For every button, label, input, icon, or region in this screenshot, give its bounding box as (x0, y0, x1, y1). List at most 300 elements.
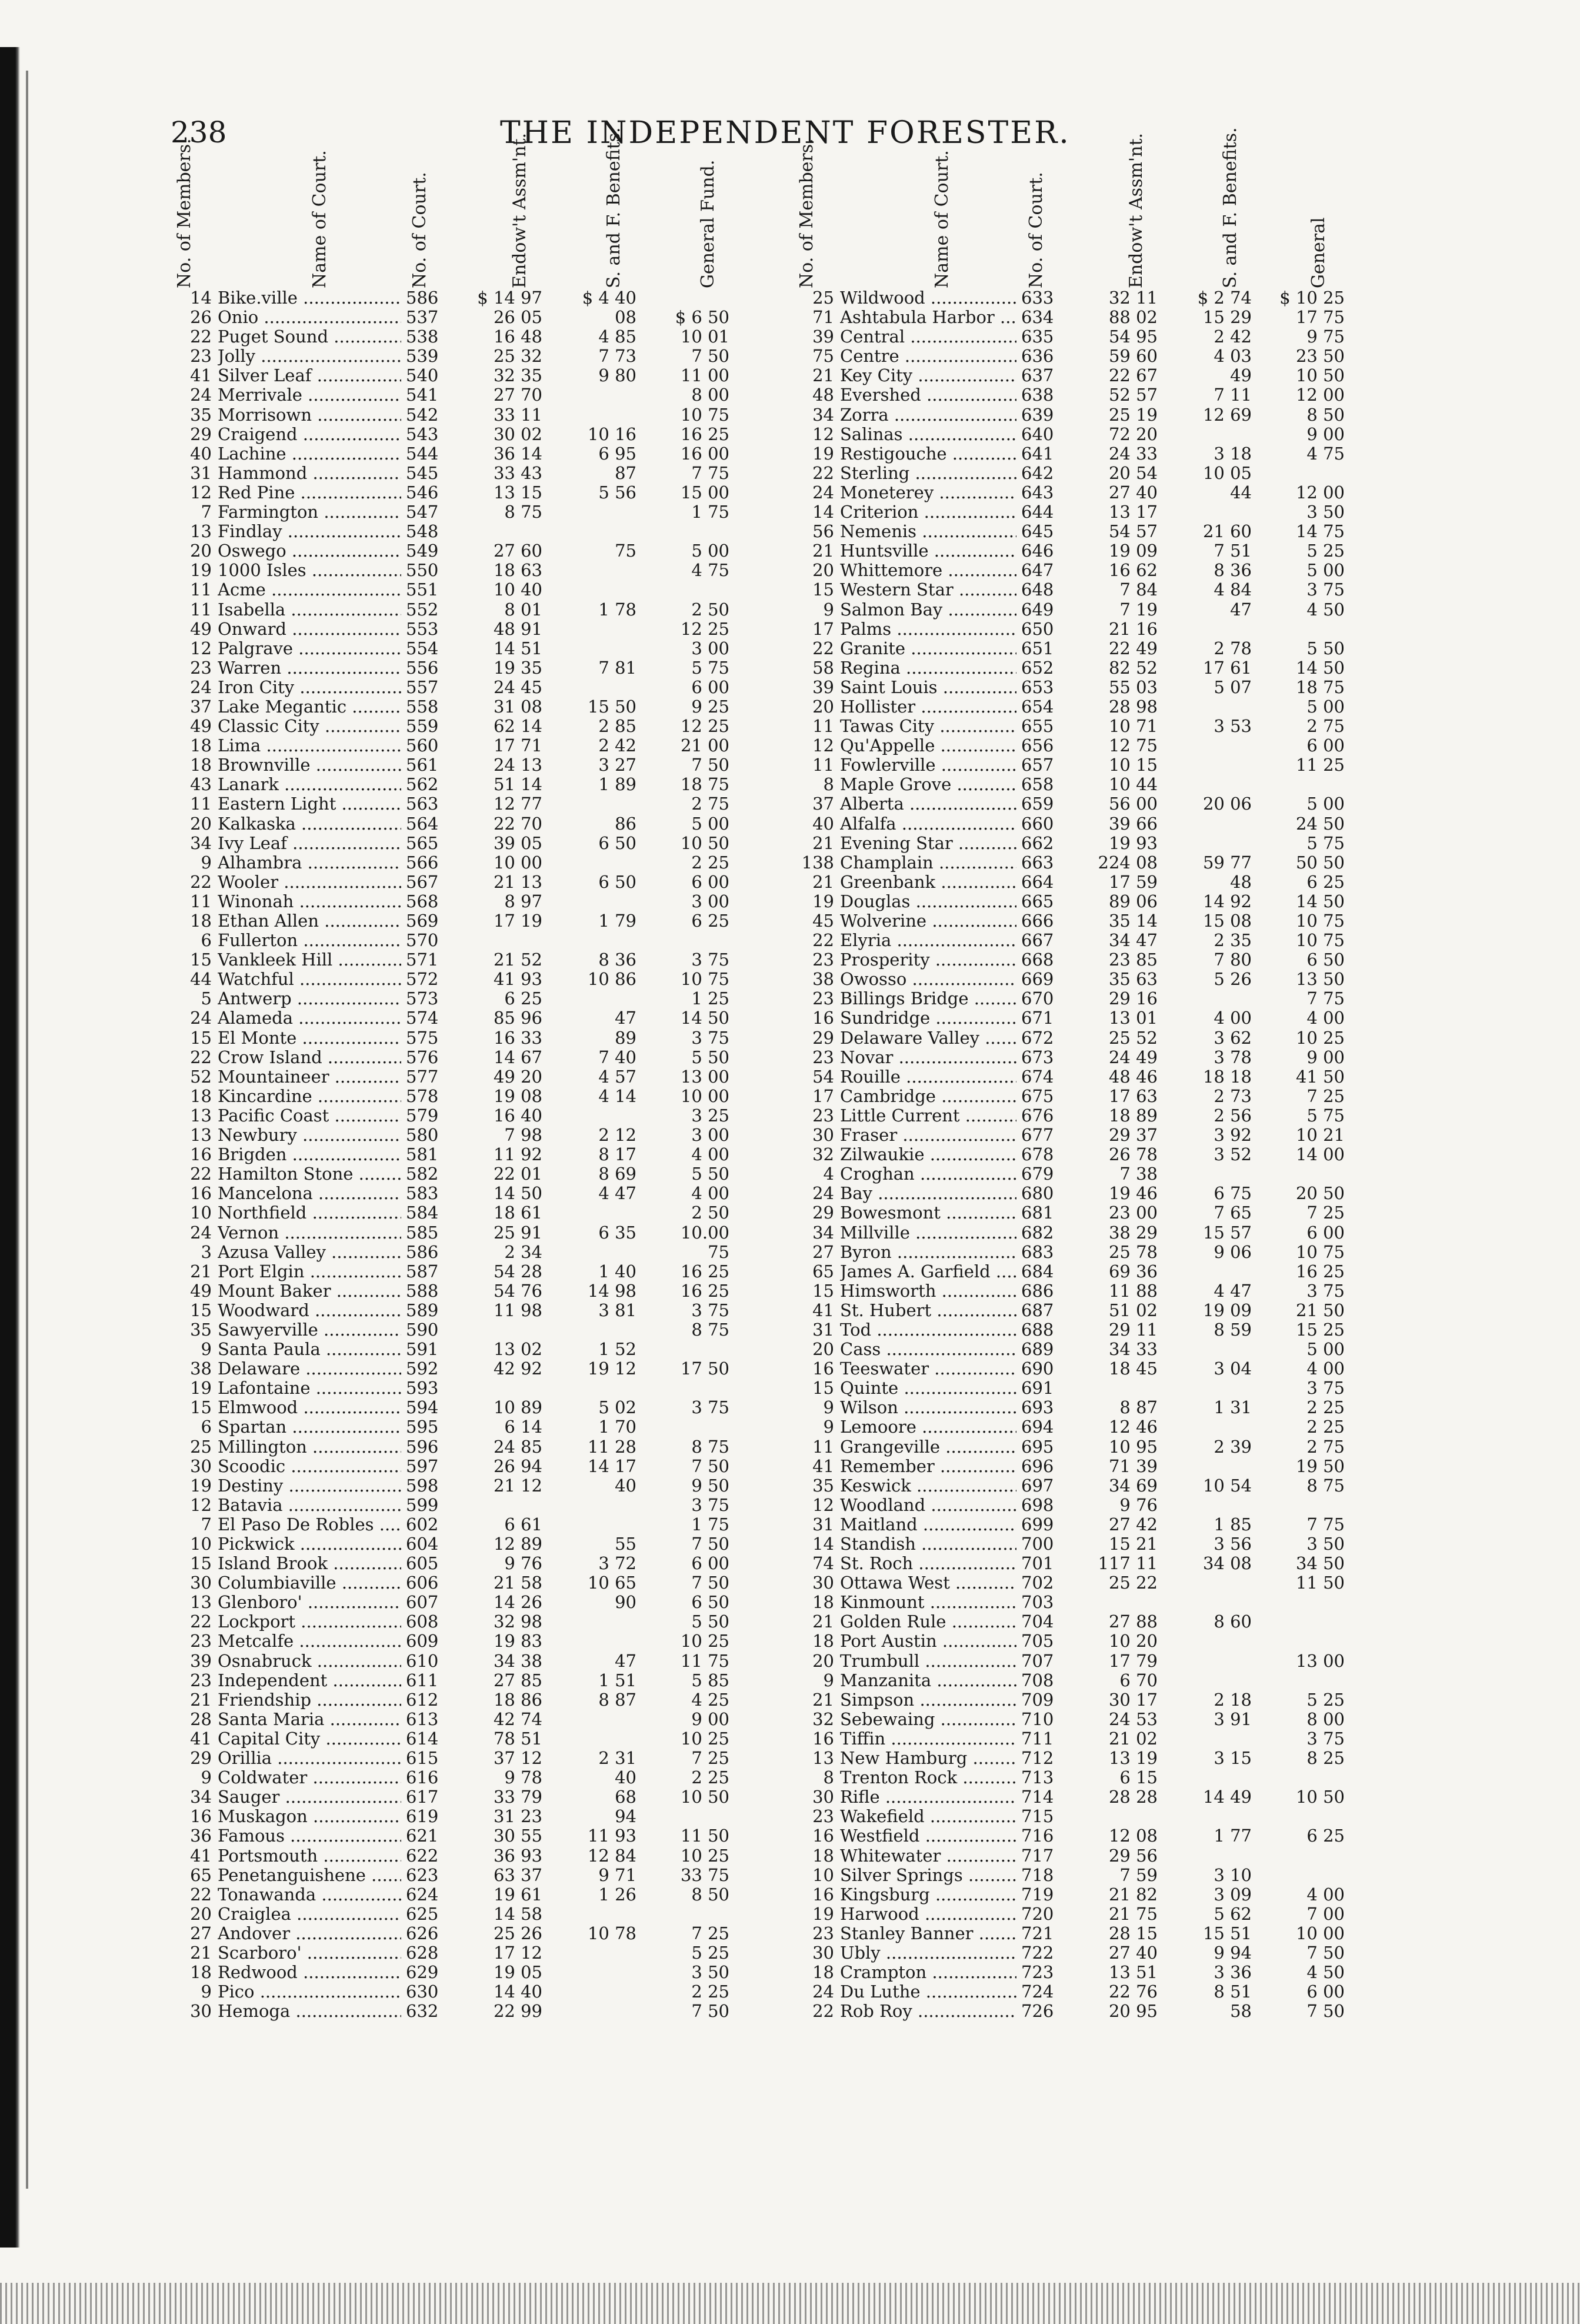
cell-sf-benefits (1168, 1164, 1262, 1184)
cell-general-fund: 3 75 (691, 1494, 729, 1515)
cell-general-fund: 4 50 (1306, 599, 1345, 620)
cell-general-fund (1262, 1846, 1345, 1866)
cell-endowment: 29 11 (1108, 1319, 1158, 1340)
cell-court-name: Port Austin ..... (840, 1632, 1016, 1651)
cell-endowment (459, 931, 553, 950)
cell-endowment: 12 77 (493, 794, 542, 814)
cell-court-number: 638 (1021, 385, 1054, 405)
cell-court-number: 634 (1021, 307, 1054, 328)
cell-general-fund (647, 1807, 729, 1826)
cell-court-name: Qu'Appelle ..... (840, 736, 1016, 755)
cell-court-number: 653 (1021, 677, 1054, 697)
cell-court-name: Capital City ..... (218, 1729, 401, 1749)
table-row (793, 425, 1345, 444)
table-row (171, 1515, 729, 1534)
cell-members: 20 (812, 1650, 834, 1671)
cell-court-number: 592 (406, 1359, 439, 1379)
cell-general-fund: 7 50 (691, 1456, 729, 1476)
cell-endowment: 6 25 (504, 988, 542, 1009)
cell-members: 25 (190, 1436, 212, 1457)
cell-court-number: 724 (1021, 1982, 1054, 2002)
cell-general-fund: 2 25 (1306, 1417, 1345, 1437)
cell-court-number: 557 (406, 677, 439, 697)
cell-members: 3 (201, 1241, 212, 1262)
cell-members: 5 (201, 988, 212, 1009)
cell-court-name: Metcalfe ..... (218, 1632, 401, 1651)
cell-sf-benefits: 15 08 (1202, 911, 1252, 931)
cell-court-number: 552 (406, 599, 439, 620)
cell-endowment: 10 44 (1108, 774, 1158, 795)
cell-endowment: 19 46 (1108, 1183, 1158, 1204)
cell-court-name: Zorra ..... (840, 405, 1016, 425)
cell-members: 9 (201, 1339, 212, 1360)
cell-general-fund: 5 25 (1306, 1689, 1345, 1710)
cell-members: 34 (190, 833, 212, 853)
cell-court-name: Golden Rule ..... (840, 1612, 1016, 1632)
cell-court-name: Greenbank ..... (840, 873, 1016, 892)
cell-general-fund: 3 75 (1306, 1728, 1345, 1749)
cell-sf-benefits: 7 51 (1214, 541, 1252, 561)
cell-members: 32 (812, 1144, 834, 1165)
cell-endowment: 11 98 (493, 1300, 542, 1320)
cell-endowment: 19 35 (493, 657, 542, 678)
cell-members: 40 (812, 813, 834, 834)
cell-court-number: 686 (1021, 1280, 1054, 1301)
cell-general-fund: 2 50 (691, 1203, 729, 1223)
cell-sf-benefits: 5 56 (598, 482, 636, 502)
cell-general-fund: 14 75 (1295, 521, 1345, 542)
cell-court-number: 699 (1021, 1514, 1054, 1534)
cell-court-number: 561 (406, 755, 439, 775)
cell-court-name: Mancelona ..... (218, 1184, 401, 1203)
cell-endowment: 24 33 (1108, 443, 1158, 464)
cell-endowment: 14 58 (493, 1903, 542, 1924)
cell-members: 16 (190, 1183, 212, 1204)
cell-general-fund: 12 00 (1295, 385, 1345, 405)
cell-general-fund (1262, 1612, 1345, 1632)
cell-sf-benefits: 19 09 (1202, 1300, 1252, 1320)
cell-court-name: Little Current ..... (840, 1106, 1016, 1126)
table-row (171, 2002, 729, 2021)
cell-court-name: Sawyerville ..... (218, 1320, 401, 1340)
cell-court-name: Maitland ..... (840, 1515, 1016, 1534)
table-row (171, 950, 729, 970)
cell-court-number: 660 (1021, 813, 1054, 834)
cell-sf-benefits: 5 62 (1214, 1903, 1252, 1924)
cell-general-fund (1262, 1671, 1345, 1690)
cell-general-fund: 5 00 (1306, 696, 1345, 717)
cell-members: 19 (812, 1903, 834, 1924)
cell-members: 10 (190, 1534, 212, 1554)
cell-court-name: Douglas ..... (840, 892, 1016, 911)
cell-sf-benefits: $ 4 40 (582, 288, 636, 308)
cell-general-fund: 3 25 (691, 1105, 729, 1126)
table-row (171, 1184, 729, 1203)
cell-general-fund: 5 00 (691, 541, 729, 561)
cell-court-name: Santa Maria ..... (218, 1710, 401, 1729)
cell-members: 22 (812, 2001, 834, 2022)
cell-members: 14 (812, 502, 834, 522)
col-header-members-right: No. of Members. (796, 138, 817, 288)
cell-court-number: 678 (1021, 1144, 1054, 1165)
cell-sf-benefits (1168, 1417, 1262, 1437)
cell-sf-benefits: 40 (615, 1767, 636, 1788)
cell-endowment: 24 13 (493, 755, 542, 775)
cell-court-number: 655 (1021, 716, 1054, 737)
cell-endowment: 7 59 (1119, 1864, 1158, 1885)
cell-sf-benefits (553, 989, 647, 1008)
table-row (171, 1243, 729, 1262)
cell-members: 21 (190, 1261, 212, 1281)
cell-court-number: 701 (1021, 1553, 1054, 1574)
cell-general-fund (1262, 1496, 1345, 1515)
cell-court-number: 559 (406, 716, 439, 737)
table-row (171, 1203, 729, 1223)
cell-court-number: 568 (406, 891, 439, 911)
cell-sf-benefits (1168, 1768, 1262, 1787)
table-row (171, 1905, 729, 1924)
cell-court-number: 599 (406, 1494, 439, 1515)
cell-sf-benefits (1168, 502, 1262, 522)
cell-general-fund: 5 50 (1306, 638, 1345, 658)
cell-court-name: Delaware ..... (218, 1359, 401, 1379)
cell-endowment: 27 60 (493, 541, 542, 561)
cell-sf-benefits (1168, 697, 1262, 717)
table-row (171, 911, 729, 931)
cell-court-name: Sauger ..... (218, 1787, 401, 1807)
cell-sf-benefits (553, 620, 647, 639)
cell-court-name: Lachine ..... (218, 444, 401, 464)
cell-sf-benefits (1168, 1846, 1262, 1866)
cell-members: 75 (812, 346, 834, 367)
cell-court-name: Muskagon ..... (218, 1807, 401, 1826)
cell-members: 41 (190, 1728, 212, 1749)
cell-members: 21 (812, 871, 834, 892)
cell-court-number: 711 (1021, 1728, 1054, 1749)
cell-court-number: 683 (1021, 1241, 1054, 1262)
cell-sf-benefits: 2 12 (598, 1125, 636, 1146)
cell-sf-benefits: 9 06 (1214, 1241, 1252, 1262)
table-row (171, 620, 729, 639)
cell-members: 16 (812, 1008, 834, 1028)
cell-court-number: 549 (406, 541, 439, 561)
cell-sf-benefits (1168, 814, 1262, 834)
table-row (171, 464, 729, 483)
cell-endowment: 25 91 (493, 1222, 542, 1243)
cell-general-fund: 3 75 (691, 1397, 729, 1418)
cell-endowment: 13 01 (1108, 1008, 1158, 1028)
cell-court-number: 554 (406, 638, 439, 658)
table-row (171, 1768, 729, 1787)
cell-endowment: 24 49 (1108, 1047, 1158, 1067)
cell-general-fund: 17 75 (1295, 307, 1345, 328)
cell-members: 39 (190, 1650, 212, 1671)
cell-endowment: 85 96 (493, 1008, 542, 1028)
table-row (793, 502, 1345, 522)
cell-general-fund: 23 50 (1295, 346, 1345, 367)
cell-sf-benefits: 40 (615, 1475, 636, 1496)
cell-endowment: 62 14 (493, 716, 542, 737)
table-row (171, 1048, 729, 1067)
col-header-general-fund: General Fund. (698, 159, 718, 288)
cell-general-fund: 16 00 (680, 443, 729, 464)
table-row (793, 308, 1345, 327)
cell-general-fund: 2 75 (1306, 1436, 1345, 1457)
cell-endowment: 89 06 (1108, 891, 1158, 911)
table-row (793, 1379, 1345, 1398)
table-row (171, 1457, 729, 1476)
cell-court-number: 609 (406, 1631, 439, 1652)
cell-court-number: 593 (406, 1378, 439, 1399)
cell-court-number: 538 (406, 327, 439, 347)
cell-endowment: 14 67 (493, 1047, 542, 1067)
cell-members: 11 (190, 794, 212, 814)
cell-endowment: 22 67 (1108, 365, 1158, 386)
cell-endowment: 22 99 (493, 2001, 542, 2022)
cell-members: 16 (812, 1728, 834, 1749)
cell-sf-benefits: 10 78 (587, 1923, 636, 1943)
cell-court-name: New Hamburg ..... (840, 1749, 1016, 1768)
binding-shadow (26, 71, 28, 2189)
table-row (171, 736, 729, 755)
cell-court-number: 598 (406, 1475, 439, 1496)
cell-endowment: 21 82 (1108, 1884, 1158, 1905)
cell-court-number: 679 (1021, 1164, 1054, 1184)
cell-members: 15 (190, 1553, 212, 1574)
table-row (171, 1008, 729, 1028)
cell-general-fund: 21 00 (680, 735, 729, 756)
table-row (793, 989, 1345, 1008)
cell-general-fund: 8 75 (691, 1436, 729, 1457)
table-row (171, 1126, 729, 1145)
cell-court-name: Central ..... (840, 327, 1016, 347)
cell-sf-benefits: 2 78 (1214, 638, 1252, 658)
cell-court-name: Farmington ..... (218, 502, 401, 522)
cell-sf-benefits (1168, 1457, 1262, 1476)
cell-court-number: 641 (1021, 443, 1054, 464)
cell-general-fund: 3 75 (1306, 1378, 1345, 1399)
cell-court-number: 602 (406, 1514, 439, 1534)
cell-endowment (1074, 1379, 1168, 1398)
cell-court-name: Westfield ..... (840, 1826, 1016, 1846)
cell-members: 23 (812, 950, 834, 970)
cell-sf-benefits: 7 80 (1214, 950, 1252, 970)
cell-general-fund: 11 25 (1295, 755, 1345, 775)
table-row (171, 483, 729, 502)
cell-general-fund: 7 25 (1306, 1203, 1345, 1223)
cell-members: 22 (190, 1047, 212, 1067)
table-row (793, 1028, 1345, 1048)
cell-general-fund: 7 25 (1306, 1086, 1345, 1106)
table-row (171, 405, 729, 425)
cell-sf-benefits: 2 18 (1214, 1689, 1252, 1710)
table-row (171, 931, 729, 950)
cell-general-fund: 5 00 (1306, 560, 1345, 581)
cell-general-fund: 33 75 (680, 1864, 729, 1885)
cell-court-number: 607 (406, 1592, 439, 1613)
cell-sf-benefits (553, 385, 647, 405)
cell-sf-benefits: 1 51 (598, 1670, 636, 1690)
cell-court-number: 673 (1021, 1047, 1054, 1067)
cell-sf-benefits: 15 29 (1202, 307, 1252, 328)
cell-members: 30 (190, 1456, 212, 1476)
cell-sf-benefits: 3 04 (1214, 1359, 1252, 1379)
cell-court-name: Batavia ..... (218, 1496, 401, 1515)
cell-court-number: 709 (1021, 1689, 1054, 1710)
cell-sf-benefits: 3 27 (598, 755, 636, 775)
cell-general-fund: 8 00 (1306, 1709, 1345, 1729)
cell-endowment: 34 47 (1108, 930, 1158, 951)
cell-sf-benefits: 17 61 (1202, 657, 1252, 678)
cell-court-number: 617 (406, 1787, 439, 1807)
table-row (171, 1301, 729, 1320)
table-row (793, 1417, 1345, 1437)
cell-court-number: 680 (1021, 1183, 1054, 1204)
cell-endowment: 25 26 (493, 1923, 542, 1943)
cell-general-fund: 6 25 (1306, 1826, 1345, 1846)
cell-sf-benefits: 1 85 (1214, 1514, 1252, 1534)
table-row (793, 1515, 1345, 1534)
table-row (171, 1145, 729, 1164)
table-row (793, 1243, 1345, 1262)
cell-endowment: 20 54 (1108, 462, 1158, 483)
cell-court-number: 566 (406, 852, 439, 873)
cell-endowment: 24 45 (493, 677, 542, 697)
right-table (793, 127, 1345, 2022)
cell-sf-benefits (1168, 1573, 1262, 1593)
cell-court-name: Grangeville ..... (840, 1437, 1016, 1457)
cell-sf-benefits (553, 522, 647, 541)
cell-general-fund (1262, 1593, 1345, 1612)
cell-court-name: Tod ..... (840, 1320, 1016, 1340)
cell-general-fund: 2 50 (691, 599, 729, 620)
cell-members: 9 (823, 599, 834, 620)
cell-sf-benefits: 1 89 (598, 774, 636, 795)
cell-endowment: 32 98 (493, 1612, 542, 1632)
cell-sf-benefits: 7 81 (598, 657, 636, 678)
table-row (793, 1593, 1345, 1612)
cell-sf-benefits: 6 75 (1214, 1183, 1252, 1204)
cell-court-name: Mountaineer ..... (218, 1067, 401, 1087)
cell-endowment: 14 50 (493, 1183, 542, 1204)
cell-endowment (459, 1379, 553, 1398)
cell-general-fund: 7 25 (691, 1923, 729, 1943)
cell-general-fund: 4 00 (691, 1144, 729, 1165)
cell-court-name: Northfield ..... (218, 1203, 401, 1223)
cell-endowment: 48 46 (1108, 1066, 1158, 1087)
cell-court-name: Onward ..... (218, 620, 401, 639)
cell-court-name: Santa Paula ..... (218, 1340, 401, 1359)
cell-endowment: 25 22 (1108, 1573, 1158, 1593)
table-row (793, 600, 1345, 620)
cell-general-fund: 41 50 (1295, 1066, 1345, 1087)
cell-sf-benefits (1168, 1729, 1262, 1749)
cell-endowment: 49 20 (493, 1066, 542, 1087)
cell-members: 16 (812, 1359, 834, 1379)
cell-general-fund: 5 85 (691, 1670, 729, 1690)
table-row (793, 1826, 1345, 1846)
col-header-members: No. of Members. (174, 138, 195, 288)
cell-endowment: 22 49 (1108, 638, 1158, 658)
cell-sf-benefits: 1 31 (1214, 1397, 1252, 1418)
cell-members: 9 (823, 1417, 834, 1437)
cell-endowment: 9 78 (504, 1767, 542, 1788)
cell-sf-benefits: 3 62 (1214, 1027, 1252, 1048)
cell-endowment: 8 87 (1119, 1397, 1158, 1418)
cell-court-name: Sebewaing ..... (840, 1710, 1016, 1729)
cell-endowment: 71 39 (1108, 1456, 1158, 1476)
cell-court-number: 616 (406, 1767, 439, 1788)
cell-sf-benefits (1168, 1379, 1262, 1398)
col-header-endowment-right: Endow't Assm'nt. (1126, 132, 1146, 288)
table-row (171, 892, 729, 911)
cell-endowment: 10 15 (1108, 755, 1158, 775)
table-row (171, 600, 729, 620)
cell-endowment: 21 12 (493, 1475, 542, 1496)
cell-members: 9 (823, 1670, 834, 1690)
cell-sf-benefits: 7 40 (598, 1047, 636, 1067)
cell-court-number: 682 (1021, 1222, 1054, 1243)
table-row (793, 1106, 1345, 1126)
cell-court-name: Island Brook ..... (218, 1554, 401, 1573)
cell-court-name: Salmon Bay ..... (840, 600, 1016, 620)
cell-endowment: 8 01 (504, 599, 542, 620)
cell-court-name: Acme ..... (218, 580, 401, 600)
table-row (793, 678, 1345, 697)
cell-members: 17 (812, 1086, 834, 1106)
cell-members: 27 (190, 1923, 212, 1943)
cell-court-number: 579 (406, 1105, 439, 1126)
table-row (171, 1710, 729, 1729)
cell-general-fund: 10 75 (1295, 930, 1345, 951)
cell-sf-benefits: 1 40 (598, 1261, 636, 1281)
cell-endowment: 6 15 (1119, 1767, 1158, 1788)
cell-sf-benefits (553, 639, 647, 658)
cell-endowment: 20 95 (1108, 2001, 1158, 2022)
cell-members: 29 (190, 1748, 212, 1769)
cell-endowment: 18 89 (1108, 1105, 1158, 1126)
cell-court-name: Wildwood ..... (840, 288, 1016, 308)
cell-general-fund: 4 75 (691, 560, 729, 581)
cell-endowment: 27 85 (493, 1670, 542, 1690)
cell-court-name: Eastern Light ..... (218, 794, 401, 814)
cell-general-fund: 5 50 (691, 1047, 729, 1067)
cell-court-number: 719 (1021, 1884, 1054, 1905)
cell-court-name: Wakefield ..... (840, 1807, 1016, 1826)
cell-members: 65 (812, 1261, 834, 1281)
cell-court-number: 578 (406, 1086, 439, 1106)
cell-court-name: St. Hubert ..... (840, 1301, 1016, 1320)
cell-court-name: St. Roch ..... (840, 1554, 1016, 1573)
cell-members: 9 (201, 1982, 212, 2002)
cell-general-fund: 15 25 (1295, 1319, 1345, 1340)
cell-court-name: Millville ..... (840, 1223, 1016, 1243)
table-row (793, 464, 1345, 483)
cell-general-fund: 1 25 (691, 988, 729, 1009)
cell-court-number: 595 (406, 1417, 439, 1437)
cell-court-name: Red Pine ..... (218, 483, 401, 502)
cell-general-fund: 4 00 (691, 1183, 729, 1204)
cell-court-number: 573 (406, 988, 439, 1009)
cell-endowment: 14 26 (493, 1592, 542, 1613)
table-row (793, 1203, 1345, 1223)
cell-endowment: 69 36 (1108, 1261, 1158, 1281)
cell-sf-benefits: 4 14 (598, 1086, 636, 1106)
cell-court-name: Kinmount ..... (840, 1593, 1016, 1612)
cell-court-number: 667 (1021, 930, 1054, 951)
cell-sf-benefits: 4 47 (1214, 1280, 1252, 1301)
cell-endowment: 19 93 (1108, 833, 1158, 853)
